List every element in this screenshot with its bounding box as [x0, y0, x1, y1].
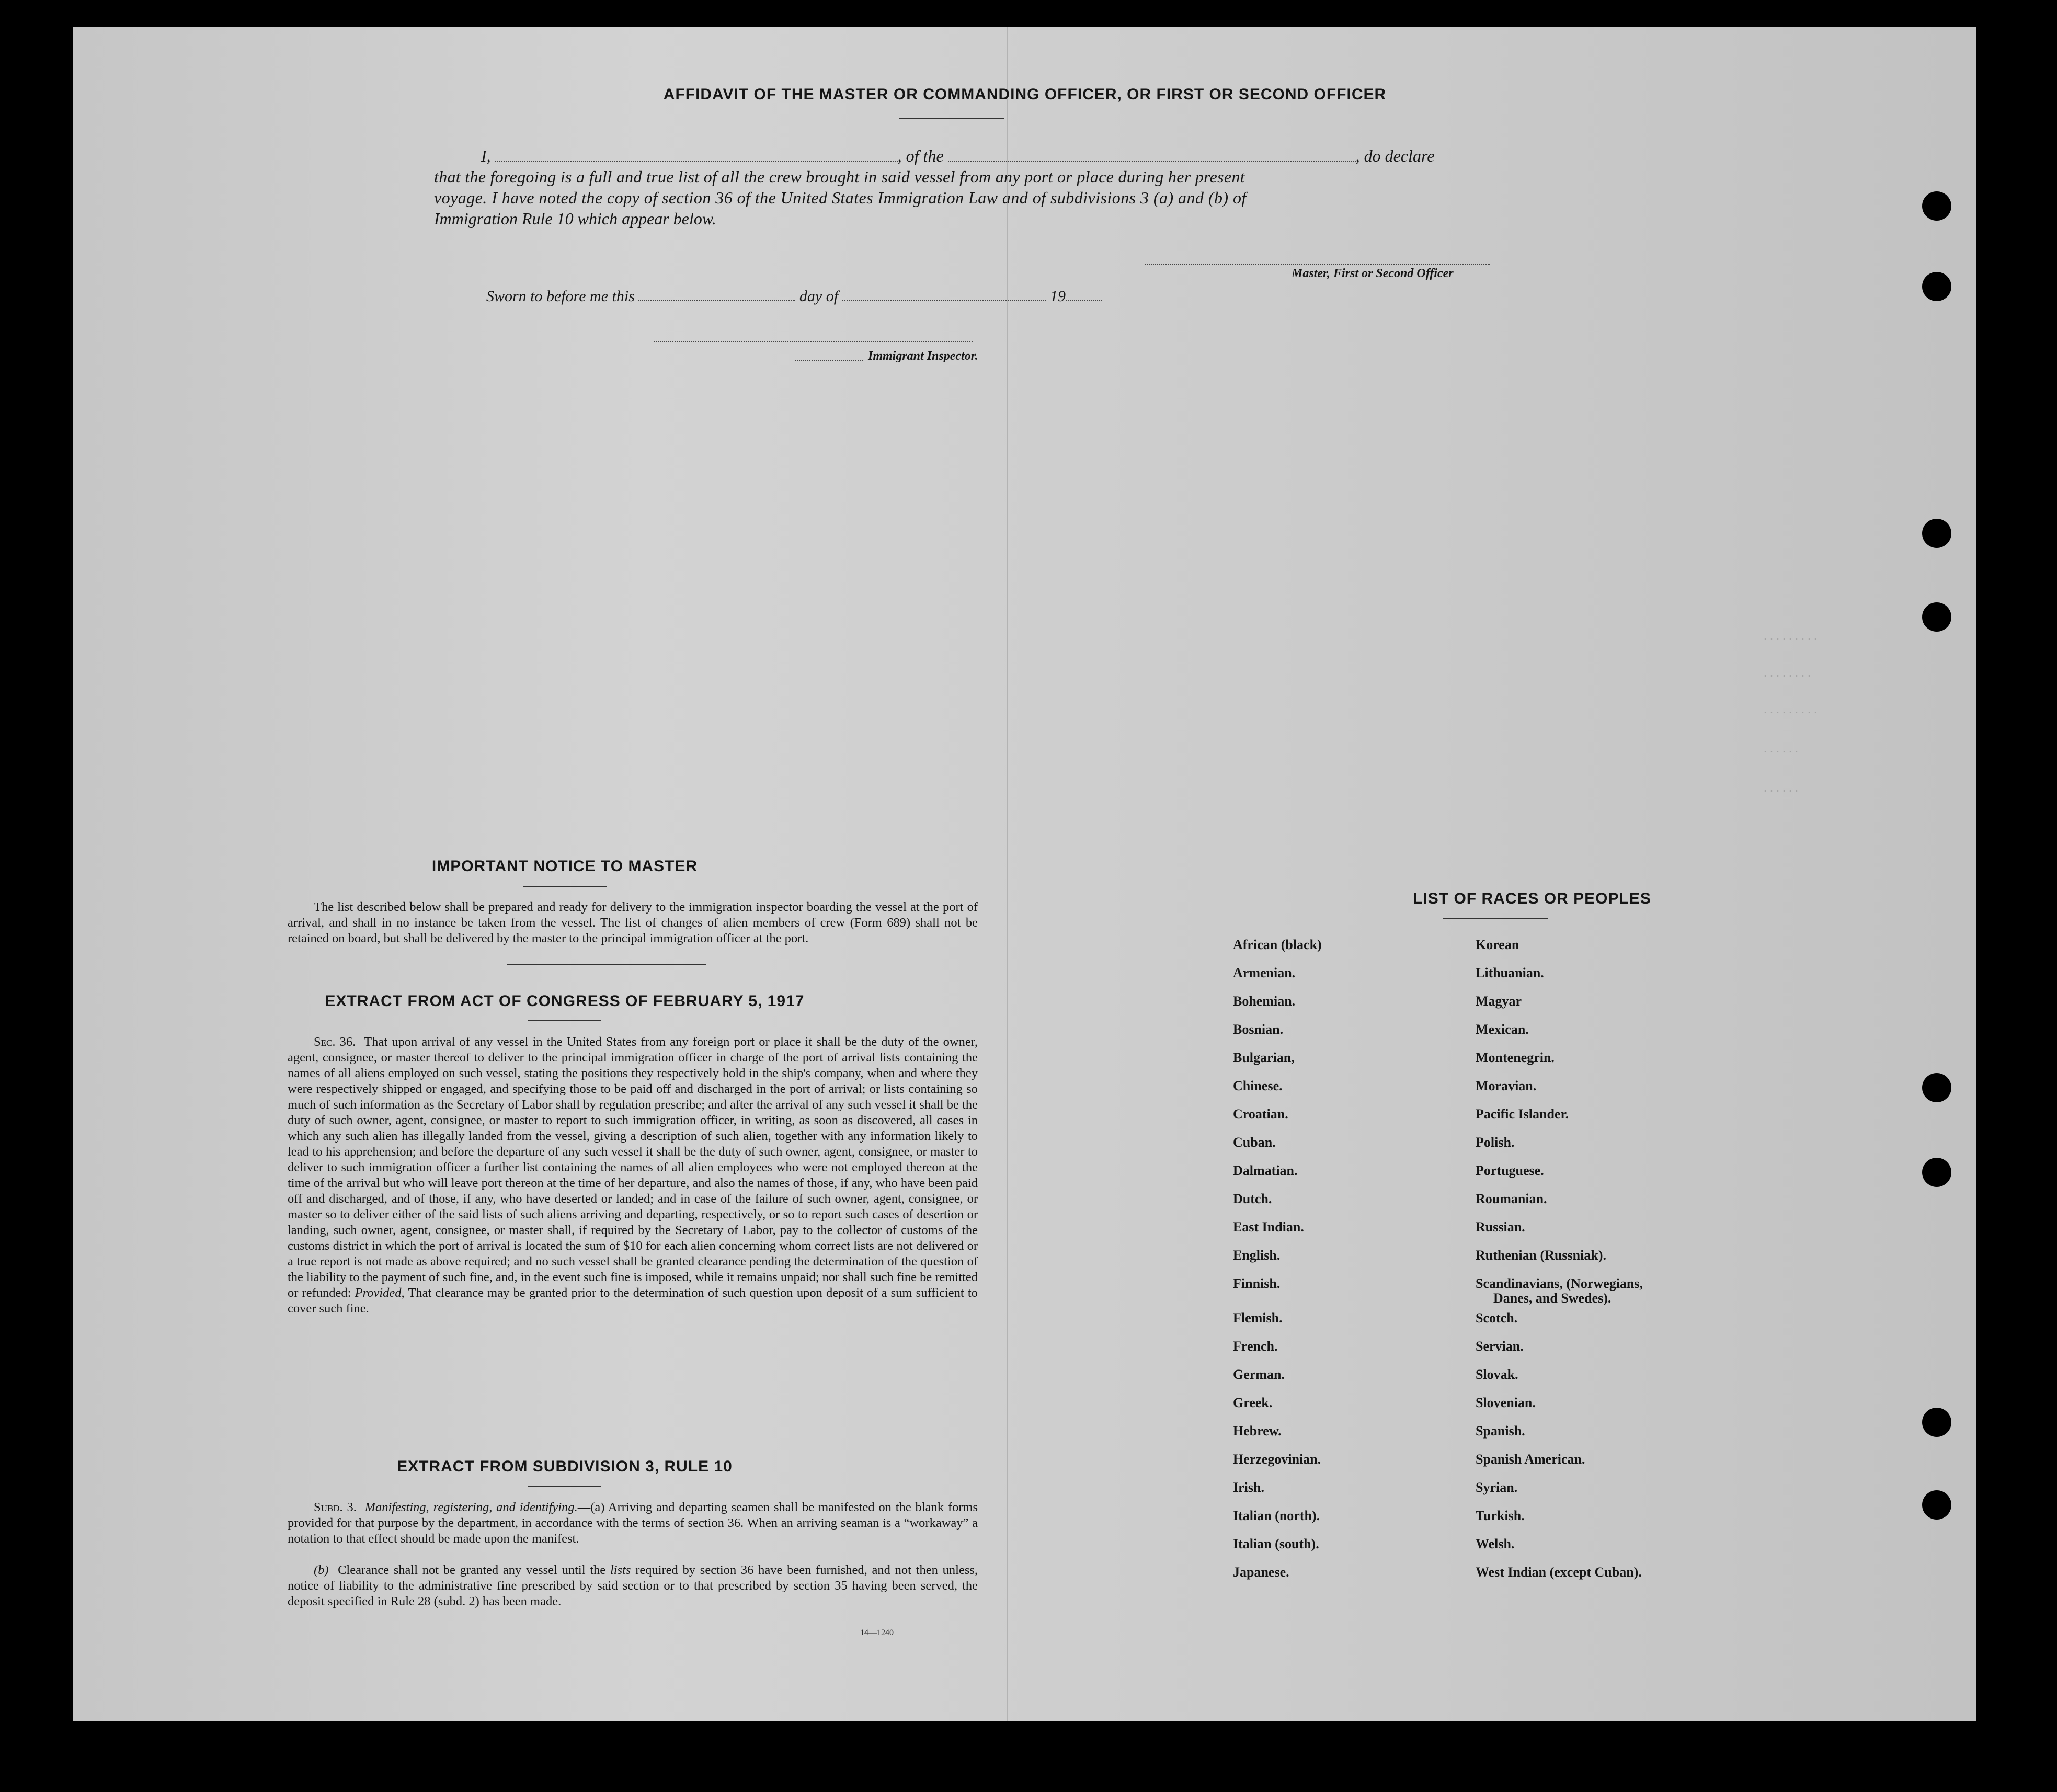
race-item: Hebrew.	[1233, 1423, 1282, 1439]
race-item: African (black)	[1233, 937, 1322, 952]
race-item: Scotch.	[1476, 1310, 1518, 1326]
bleed-through-text: ········	[1762, 670, 1813, 682]
signature-caption: Master, First or Second Officer	[1292, 267, 1454, 280]
races-title: LIST OF RACES OR PEOPLES	[1413, 890, 1651, 907]
race-item: Syrian.	[1476, 1480, 1518, 1495]
race-item: Herzegovinian.	[1233, 1452, 1321, 1467]
race-item: Mexican.	[1476, 1022, 1529, 1037]
race-item: Armenian.	[1233, 965, 1296, 980]
race-item: Dutch.	[1233, 1191, 1272, 1206]
race-item: Finnish.	[1233, 1276, 1281, 1291]
document-page	[73, 27, 1976, 1721]
race-item: Japanese.	[1233, 1565, 1289, 1580]
bleed-through-text: ·········	[1762, 634, 1819, 646]
para-b-text-1: Clearance shall not be granted any vessel until the	[338, 1563, 606, 1577]
affidavit-line-2: that the foregoing is a full and true list of all the crew brought in said vessel from any port or place during her present	[434, 167, 1245, 186]
provided-label: Provided,	[355, 1286, 405, 1300]
rule-extract-rule	[528, 1486, 601, 1487]
race-item: East Indian.	[1233, 1219, 1304, 1235]
race-item: Pacific Islander.	[1476, 1106, 1569, 1122]
inspector-prefix-line[interactable]	[795, 360, 863, 361]
notice-title-rule	[523, 886, 607, 887]
race-item: Slovak.	[1476, 1367, 1518, 1382]
race-item: Welsh.	[1476, 1536, 1515, 1551]
race-item: Chinese.	[1233, 1078, 1283, 1093]
race-item: Lithuanian.	[1476, 965, 1544, 980]
vessel-blank[interactable]	[948, 149, 1356, 162]
race-item: Bosnian.	[1233, 1022, 1284, 1037]
race-item: Slovenian.	[1476, 1395, 1536, 1410]
sworn-day-of: day of	[799, 288, 839, 305]
race-item: Turkish.	[1476, 1508, 1525, 1523]
punch-hole	[1922, 1490, 1951, 1520]
sworn-year-blank[interactable]	[1066, 289, 1102, 301]
affidavit-title: AFFIDAVIT OF THE MASTER OR COMMANDING OFFICER, OR FIRST OR SECOND OFFICER	[663, 86, 1387, 103]
affidavit-line-1	[481, 146, 1434, 166]
affidavit-declare: , do declare	[1355, 146, 1435, 165]
para-b-text-2: required by section 36 have been furnished, and not then unless, notice of liability to the administrative fine prescribed by said section or to that prescribed by section 35 having been served, the deposit specified in Rule 28 (subd. 2) has been made.	[288, 1563, 978, 1608]
act-extract-title: EXTRACT FROM ACT OF CONGRESS OF FEBRUARY 5, 1917	[325, 992, 805, 1010]
affidavit-of-the: , of the	[897, 146, 944, 165]
punch-hole	[1922, 1073, 1951, 1102]
race-item: Spanish American.	[1476, 1452, 1585, 1467]
subdivision-label: Subd. 3.	[314, 1500, 357, 1514]
race-item: Greek.	[1233, 1395, 1273, 1410]
punch-hole	[1922, 272, 1951, 301]
subdivision-heading: Manifesting, registering, and identifying.	[364, 1500, 578, 1514]
punch-hole	[1922, 602, 1951, 632]
race-item: Roumanian.	[1476, 1191, 1547, 1206]
race-item: Bulgarian,	[1233, 1050, 1295, 1065]
sworn-line	[486, 288, 1102, 305]
section-label: Sec. 36.	[314, 1035, 356, 1049]
affidavit-line-4: Immigration Rule 10 which appear below.	[434, 209, 716, 228]
race-item: Dalmatian.	[1233, 1163, 1298, 1178]
section-36-text: That upon arrival of any vessel in the United States from any foreign port or place it shall be the duty of the owner, agent, consignee, or master thereof to deliver to the principal immigration officer in charge of the port of arrival lists containing the names of all aliens employed on such vessel, stating the positions they respectively hold in the ship's company, when and where they were respectively shipped or engaged, and specifying those to be paid off and discharged in the port of arrival; or lists containing so much of such information as the Secretary of Labor shall by regulation prescribe; and after the arrival of any such vessel it shall be the duty of such owner, agent, consignee, or master to report to such immigration officer, in writing, as soon as discovered, all cases in which any such alien has illegally landed from the vessel, giving a description of such alien, together with any information likely to lead to his apprehension; and before the departure of any such vessel it shall be the duty of such owner, agent, consignee, or master to deliver to such immigration officer a further list containing the names of all alien employees who were not employed thereon at the time of the arrival but who will leave port thereon at the time of her departure, and also the names of those, if any, who have been paid off and discharged, and of those, if any, who have deserted or landed; and in case of the failure of such owner, agent, consignee, or master so to deliver either of the said lists of such aliens arriving and departing, respectively, or so to report such cases of desertion or landing, such owner, agent, consignee, or master shall, if required by the Secretary of Labor, pay to the collector of customs of the customs district in which the port of arrival is located the sum of $10 for each alien concerning whom correct lists are not delivered or a true report is not made as above required; and no such vessel shall be granted clearance pending the determination of the question of the liability to the payment of such fine, and, in the event such fine is imposed, while it remains unpaid; nor shall such fine be remitted or refunded:	[288, 1035, 978, 1300]
subdivision-para-a: —(a) Arriving and departing seamen shall be manifested on the blank forms provided for that purpose by the department, in accordance with the terms of section 36. When an arriving seaman is a “workaway” a notation to that effect should be made upon the manifest.	[288, 1500, 978, 1546]
affidavit-title-rule	[899, 118, 1004, 119]
race-item: Moravian.	[1476, 1078, 1537, 1093]
bleed-through-text: ·········	[1762, 707, 1819, 719]
race-item: Russian.	[1476, 1219, 1525, 1235]
race-item: Ruthenian (Russniak).	[1476, 1248, 1606, 1263]
notice-divider	[507, 964, 706, 965]
affidavit-line-3: voyage. I have noted the copy of section 36 of the United States Immigration Law and of subdivisions 3 (a) and (b) of	[434, 188, 1247, 207]
race-item: West Indian (except Cuban).	[1476, 1565, 1642, 1580]
race-item: Flemish.	[1233, 1310, 1283, 1326]
inspector-signature-line[interactable]	[654, 341, 973, 342]
race-item: Spanish.	[1476, 1423, 1525, 1439]
punch-hole	[1922, 1158, 1951, 1187]
para-b-lists: lists	[610, 1563, 631, 1577]
act-extract-rule	[528, 1020, 601, 1021]
bleed-through-text: ······	[1762, 746, 1800, 758]
inspector-caption: Immigrant Inspector.	[868, 349, 978, 363]
punch-hole	[1922, 1408, 1951, 1437]
punch-hole	[1922, 519, 1951, 548]
page-fold	[1007, 27, 1008, 1721]
race-item: Danes, and Swedes).	[1493, 1291, 1612, 1306]
race-item: Scandinavians, (Norwegians,	[1476, 1276, 1643, 1291]
sworn-prefix: Sworn to before me this	[486, 288, 635, 305]
rule-extract-title: EXTRACT FROM SUBDIVISION 3, RULE 10	[397, 1458, 733, 1475]
notice-text: The list described below shall be prepared and ready for delivery to the immigration inspector boarding the vessel at the port of arrival, and shall in no instance be taken from the vessel. The list of changes of alien members of crew (Form 689) shall not be retained on board, but shall be delivered by the master to the principal immigration officer at the port.	[288, 900, 978, 945]
punch-hole	[1922, 191, 1951, 221]
race-item: Montenegrin.	[1476, 1050, 1555, 1065]
race-item: German.	[1233, 1367, 1285, 1382]
race-item: Cuban.	[1233, 1135, 1276, 1150]
race-item: Italian (south).	[1233, 1536, 1319, 1551]
sworn-day-blank[interactable]	[638, 289, 795, 301]
affidavit-i: I,	[481, 146, 491, 165]
race-item: Korean	[1476, 937, 1519, 952]
form-number: 14—1240	[860, 1628, 894, 1637]
race-item: Croatian.	[1233, 1106, 1288, 1122]
race-item: Bohemian.	[1233, 994, 1296, 1009]
bleed-through-text: ······	[1762, 785, 1800, 797]
race-item: Portuguese.	[1476, 1163, 1544, 1178]
notice-title: IMPORTANT NOTICE TO MASTER	[431, 858, 698, 875]
race-item: Italian (north).	[1233, 1508, 1320, 1523]
race-item: Polish.	[1476, 1135, 1515, 1150]
rule-extract-para-b	[288, 1562, 978, 1610]
name-blank[interactable]	[495, 149, 898, 162]
race-item: Magyar	[1476, 994, 1522, 1009]
sworn-month-blank[interactable]	[842, 289, 1046, 301]
section-36-text-end: That clearance may be granted prior to the determination of such question upon deposit of a sum sufficient to cover such fine.	[288, 1286, 978, 1316]
signature-line[interactable]	[1145, 264, 1490, 265]
rule-extract-para-a	[288, 1500, 978, 1547]
sworn-year: 19	[1050, 288, 1066, 305]
race-item: Servian.	[1476, 1339, 1524, 1354]
race-item: Irish.	[1233, 1480, 1264, 1495]
races-title-rule	[1443, 918, 1548, 919]
act-extract-text	[288, 1034, 978, 1317]
race-item: French.	[1233, 1339, 1278, 1354]
para-b-label: (b)	[314, 1563, 329, 1577]
race-item: English.	[1233, 1248, 1281, 1263]
